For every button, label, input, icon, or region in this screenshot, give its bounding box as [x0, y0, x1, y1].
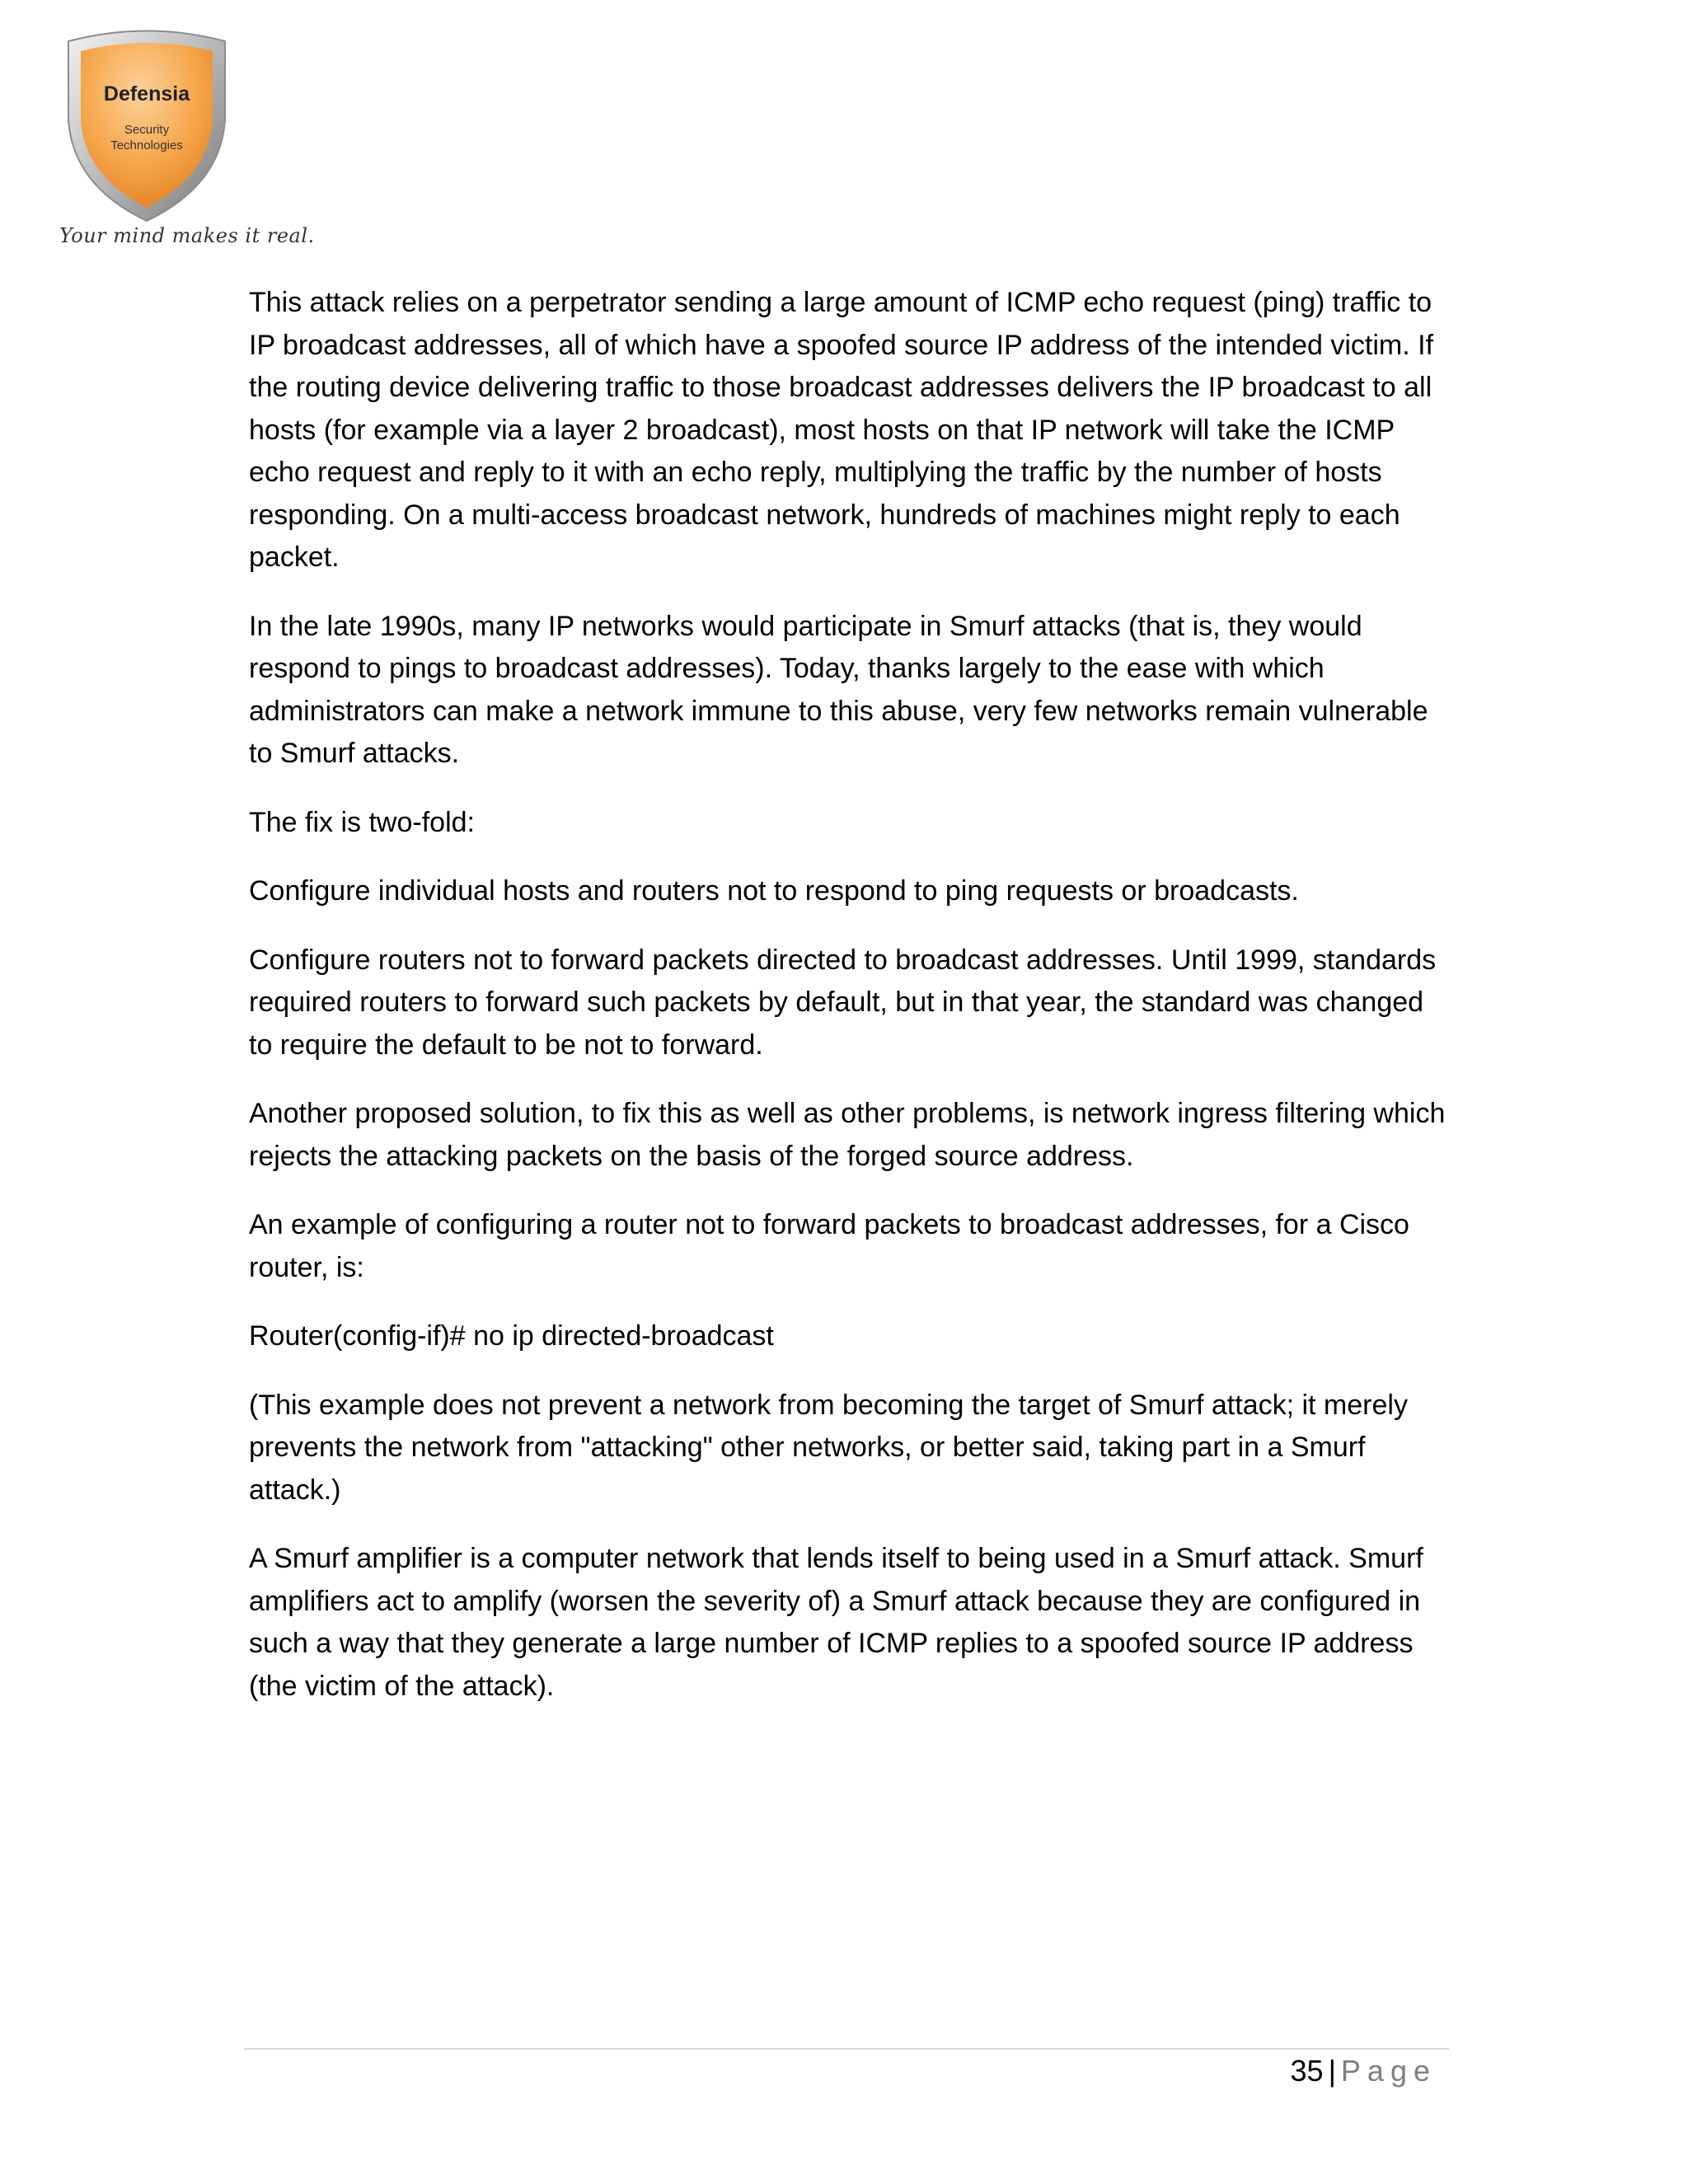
- paragraph-7: An example of configuring a router not to forward packets to broadcast addresses, for a Cisco router, is:: [249, 1209, 1409, 1283]
- page-separator: |: [1328, 2054, 1336, 2088]
- paragraph-9: (This example does not prevent a network from becoming the target of Smurf attack; it merely prevents the network from "attacking" other networks, or better said, taking part in a Smurf attack.): [249, 1389, 1408, 1506]
- footer-divider: [244, 2048, 1449, 2050]
- defensia-logo: [56, 25, 237, 255]
- logo-tagline: Your mind makes it real.: [59, 224, 315, 247]
- page-label: Page: [1340, 2054, 1437, 2088]
- paragraph-10: A Smurf amplifier is a computer network that lends itself to being used in a Smurf attack. Smurf amplifiers act to amplify (worsen the severity of) a Smurf attack because they are configured in such a way that they generate a large number of ICMP replies to a spoofed source IP address (the victim of the attack).: [249, 1543, 1423, 1702]
- paragraph-3: The fix is two-fold:: [249, 806, 475, 838]
- shield-icon: [56, 25, 237, 227]
- paragraph-1: This attack relies on a perpetrator sending a large amount of ICMP echo request (ping) traffic to IP broadcast addresses, all of which have a spoofed source IP address of the intended victim. If the routing device delivering traffic to those broadcast addresses delivers the IP broadcast to all hosts (for example via a layer 2 broadcast), most hosts on that IP network will take the ICMP echo request and reply to it with an echo reply, multiplying the traffic by the number of hosts responding. On a multi-access broadcast network, hundreds of machines might reply to each packet.: [249, 287, 1434, 573]
- page-number: [1291, 2054, 1437, 2088]
- logo-line2: Technologies: [110, 138, 183, 152]
- logo-brand: Defensia: [103, 82, 190, 105]
- page-number-value: 35: [1290, 2054, 1324, 2088]
- paragraph-4: Configure individual hosts and routers not to respond to ping requests or broadcasts.: [249, 875, 1299, 907]
- paragraph-2: In the late 1990s, many IP networks would participate in Smurf attacks (that is, they would respond to pings to broadcast addresses). Today, thanks largely to the ease with which administrators can make a network immune to this abuse, very few networks remain vulnerable to Smurf attacks.: [249, 610, 1428, 769]
- logo-line1: Security: [124, 123, 170, 137]
- paragraph-5: Configure routers not to forward packets directed to broadcast addresses. Until 1999, standards required routers to forward such packets by default, but in that year, the standard was changed to require the default to be not to forward.: [249, 944, 1437, 1061]
- document-body: [249, 282, 1452, 1734]
- code-example: Router(config-if)# no ip directed-broadcast: [249, 1320, 774, 1352]
- paragraph-6: Another proposed solution, to fix this as well as other problems, is network ingress filtering which rejects the attacking packets on the basis of the forged source address.: [249, 1098, 1446, 1172]
